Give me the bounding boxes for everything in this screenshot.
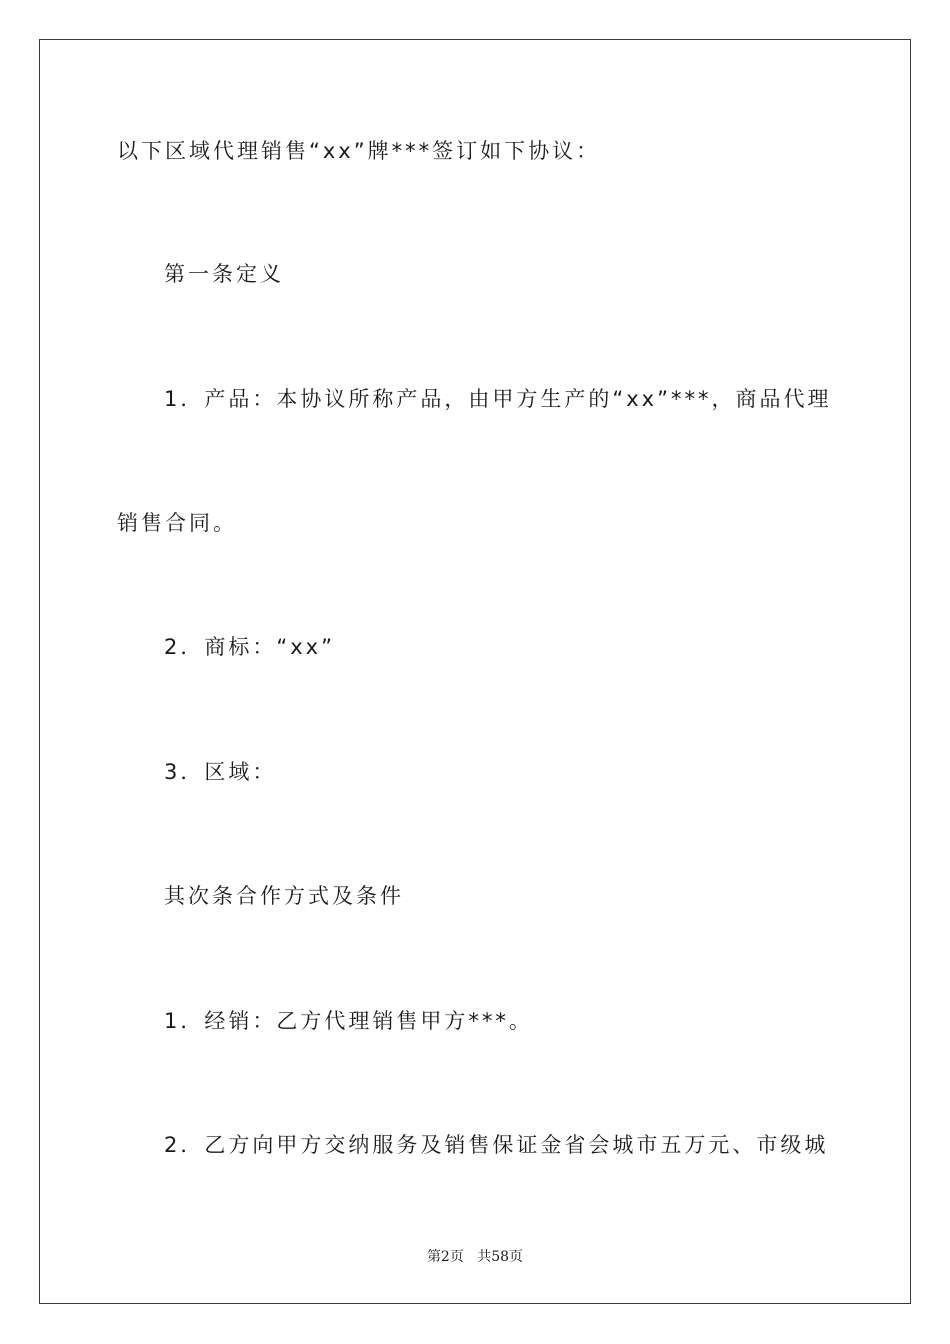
body-paragraph-line: 3．区域： xyxy=(164,760,277,784)
body-paragraph-line: 以下区域代理销售“xx”牌***签订如下协议： xyxy=(117,139,601,163)
body-paragraph-line: 2．乙方向甲方交纳服务及销售保证金省会城市五万元、市级城 xyxy=(164,1133,829,1157)
section-heading-cooperation: 其次条合作方式及条件 xyxy=(164,884,404,908)
page-number: 第2页 xyxy=(426,1249,464,1265)
page-footer xyxy=(0,1246,950,1266)
page-border xyxy=(39,39,911,1304)
body-paragraph-line: 销售合同。 xyxy=(117,511,237,535)
section-heading-definitions: 第一条定义 xyxy=(164,262,284,286)
body-paragraph-line: 1．经销：乙方代理销售甲方***。 xyxy=(164,1009,533,1033)
body-paragraph-line: 2．商标：“xx” xyxy=(164,635,335,659)
page-total: 共58页 xyxy=(477,1249,524,1265)
body-paragraph-line: 1．产品：本协议所称产品，由甲方生产的“xx”***，商品代理 xyxy=(164,387,832,411)
